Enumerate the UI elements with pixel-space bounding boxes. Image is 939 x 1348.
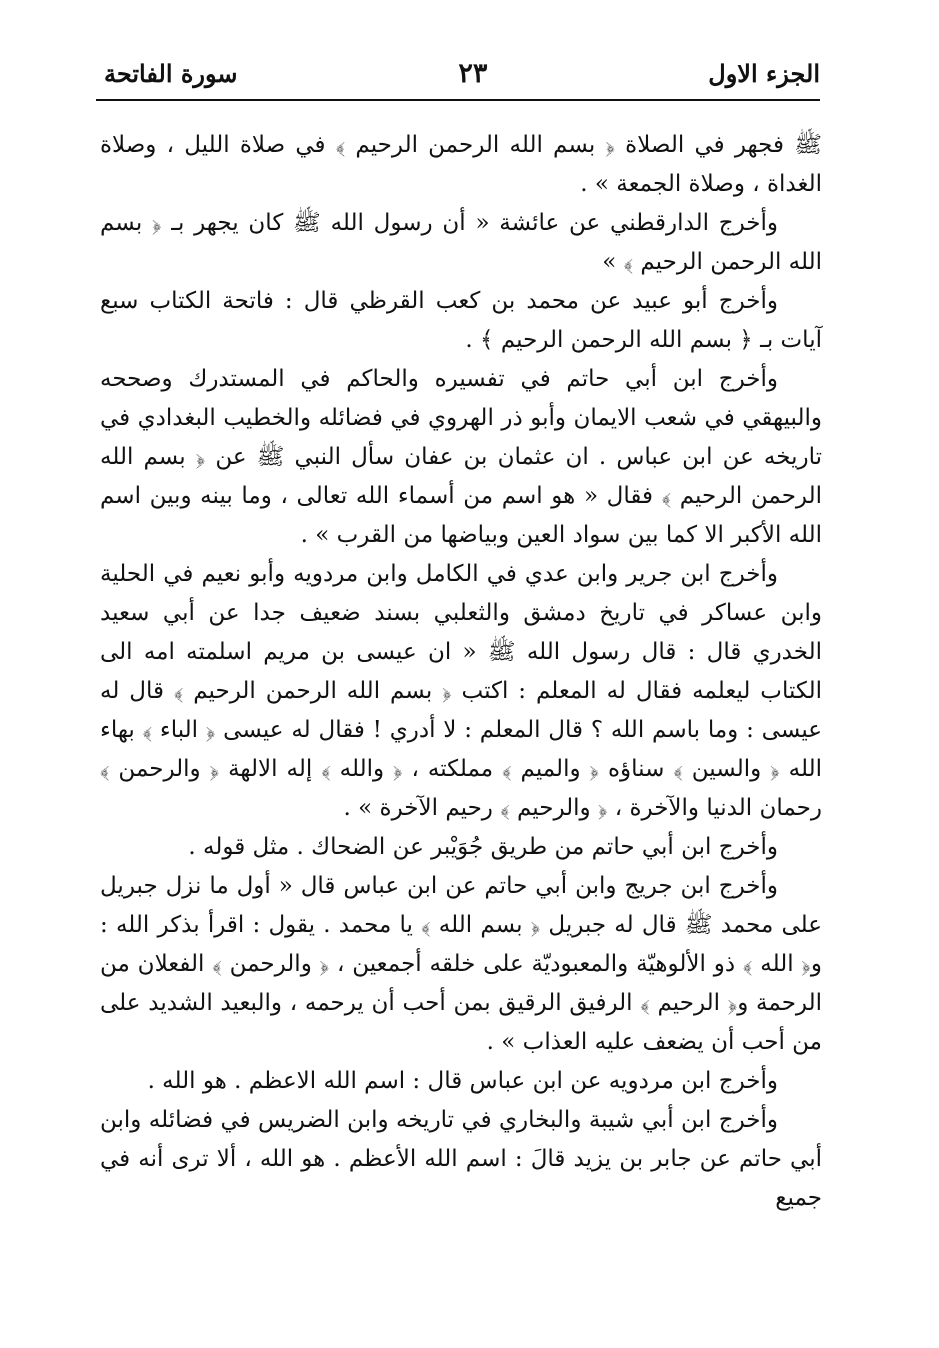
running-header	[104, 52, 820, 94]
paragraph: وأخرج ابن مردويه عن ابن عباس قال : اسم الله الاعظم . هو الله .	[147, 1068, 778, 1094]
surah-title: سورة الفاتحة	[104, 58, 238, 88]
part-title: الجزء الاول	[708, 58, 820, 88]
paragraph: وأخرج ابن أبي شيبة والبخاري في تاريخه وابن الضريس في فضائله وابن أبي حاتم عن جابر بن يزيد قالَ : اسم الله الأعظم . هو الله ، ألا ترى أنه في جميع	[100, 1107, 822, 1211]
header-rule	[96, 99, 820, 101]
paragraph: ﷺ فجهر في الصلاة ﴿ بسم الله الرحمن الرحيم ﴾ في صلاة الليل ، وصلاة الغداة ، وصلاة الجمعة » .	[100, 132, 823, 197]
paragraph: وأخرج ابن أبي حاتم في تفسيره والحاكم في المستدرك وصححه والبيهقي في شعب الايمان وأبو ذر الهروي في فضائله والخطيب البغدادي في تاريخه عن ابن عباس . ان عثمان بن عفان سأل النبي ﷺ عن ﴿ بسم الله الرحمن الرحيم ﴾ فقال « هو اسم من أسماء الله تعالى ، وما بينه وبين اسم الله الأكبر الا كما بين سواد العين وبياضها من القرب » .	[100, 366, 822, 548]
body-text	[100, 126, 822, 1218]
paragraph: وأخرج أبو عبيد عن محمد بن كعب القرظي قال : فاتحة الكتاب سبع آيات بـ ﴿ بسم الله الرحمن الرحيم ﴾ .	[100, 288, 822, 353]
paragraph: وأخرج ابن جرير وابن عدي في الكامل وابن مردويه وأبو نعيم في الحلية وابن عساكر في تاريخ دمشق والثعلبي بسند ضعيف جدا عن أبي سعيد الخدري قال : قال رسول الله ﷺ « ان عيسى بن مريم اسلمته امه الى الكتاب ليعلمه فقال له المعلم : اكتب ﴿ بسم الله الرحمن الرحيم ﴾ قال له عيسى : وما باسم الله ؟ قال المعلم : لا أدري ! فقال له عيسى ﴿ الباء ﴾ بهاء الله ﴿ والسين ﴾ سناؤه ﴿ والميم ﴾ مملكته ، ﴿ والله ﴾ إله الالهة ﴿ والرحمن ﴾ رحمان الدنيا والآخرة ، ﴿ والرحيم ﴾ رحيم الآخرة » .	[100, 561, 822, 821]
paragraph: وأخرج الدارقطني عن عائشة « أن رسول الله ﷺ كان يجهر بـ ﴿ بسم الله الرحمن الرحيم ﴾ »	[100, 210, 822, 275]
page-number: ٢٣	[458, 57, 488, 89]
paragraph: وأخرج ابن جريج وابن أبي حاتم عن ابن عباس قال « أول ما نزل جبريل على محمد ﷺ قال له جبريل ﴿ بسم الله ﴾ يا محمد . يقول : اقرأ بذكر الله : و﴿ الله ﴾ ذو الألوهيّة والمعبوديّة على خلقه أجمعين ، ﴿ والرحمن ﴾ الفعلان من الرحمة و﴿ الرحيم ﴾ الرفيق الرقيق بمن أحب أن يرحمه ، والبعيد الشديد على من أحب أن يضعف عليه العذاب » .	[100, 873, 822, 1055]
paragraph: وأخرج ابن أبي حاتم من طريق جُوَيْبر عن الضحاك . مثل قوله .	[188, 834, 778, 860]
